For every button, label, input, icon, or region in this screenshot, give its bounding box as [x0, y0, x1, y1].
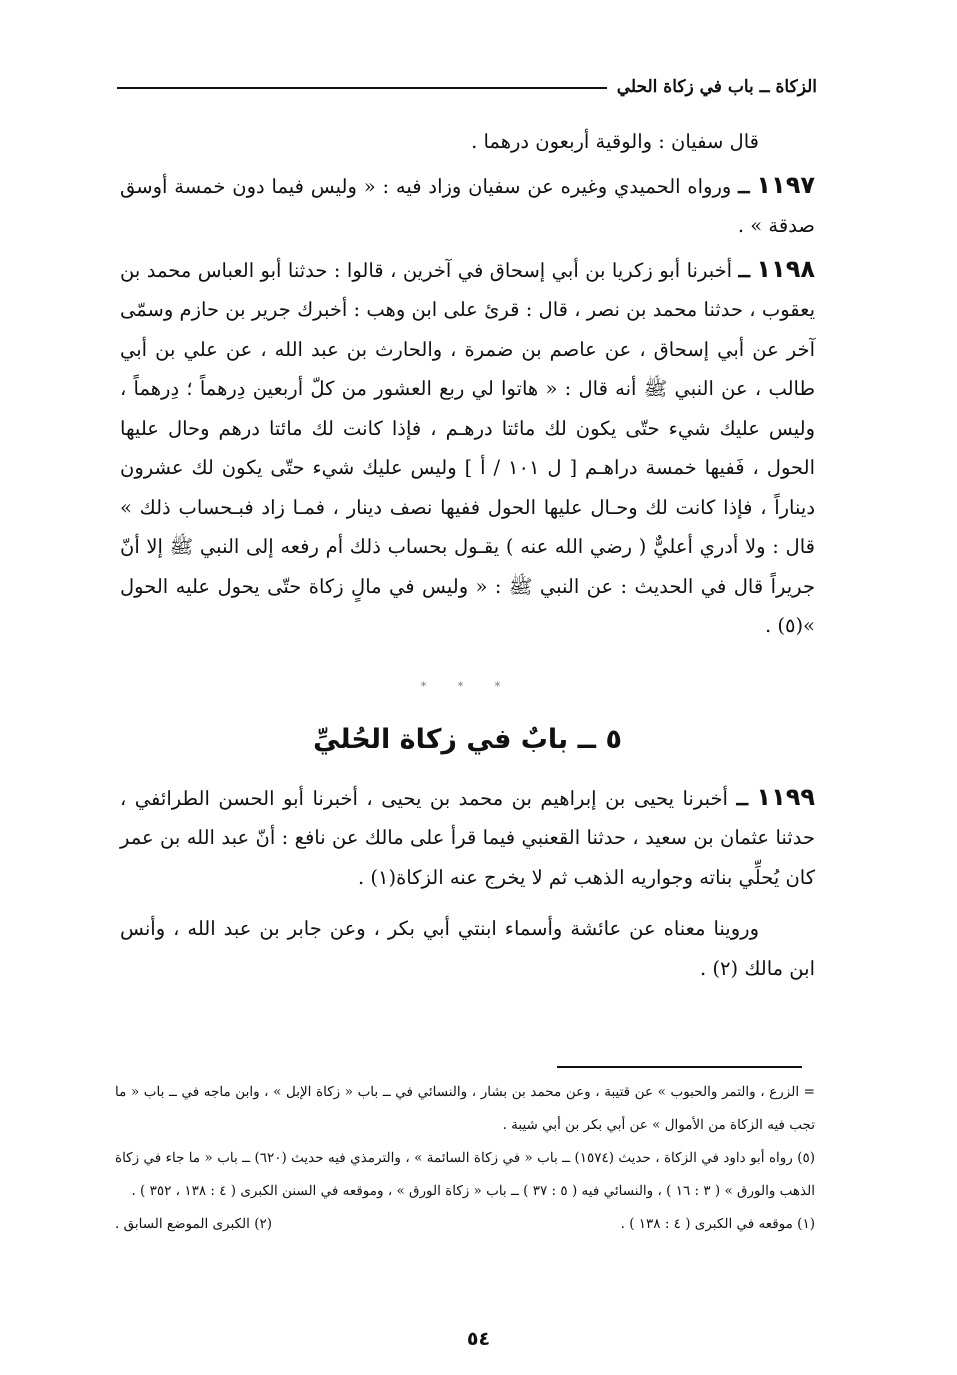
- footnote-5: (٥) رواه أبو داود في الزكاة ، حديث (١٥٧٤) ــ باب « في زكاة السائمة » ، والترمذي فيه حديث (٦٢٠) ــ باب « ما جاء في زكاة الذهب والورق » ( ٣ : ١٦ ) ، والنسائي فيه ( ٥ : ٣٧ ) ــ باب « زكاة الورق » ، وموقعه في السنن الكبرى ( ٤ : ١٣٨ ، ٣٥٢ ) .: [115, 1150, 816, 1199]
- footnote-continuation: = الزرع ، والتمر والحبوب » عن قتيبة ، وعن محمد بن بشار ، والنسائي في ــ باب « زكاة الإبل » ، وابن ماجه في ــ باب « ما تجب فيه الزكاة من الأموال » عن أبي بكر بن أبي شيبة .: [115, 1084, 815, 1133]
- hadith-1199: [120, 778, 815, 898]
- page-number: ٥٤: [466, 1328, 491, 1350]
- hadith-1198: [120, 250, 815, 646]
- hadith-dash: ــ: [736, 786, 748, 810]
- final-paragraph: وروينا معناه عن عائشة وأسماء ابنتي أبي بكر ، وعن جابر بن عبد الله ، وأنس ابن مالك (٢) .: [120, 917, 815, 980]
- section-separator: * * *: [420, 679, 515, 693]
- hadith-number: ١١٩٨: [756, 254, 815, 283]
- hadith-text: أخبرنا أبو زكريا بن أبي إسحاق في آخرين ، قالوا : حدثنا أبو العباس محمد بن يعقوب ، حدثنا محمد بن نصر ، قال : قرئ على ابن وهب : أخبرك جرير بن حازم وسمّى آخر عن أبي إسحاق ، عن عاصم بن ضمرة ، والحارث بن عبد الله ، عن علي بن أبي طالب ، عن النبي ﷺ أنه قال : « هاتوا لي ربع العشور من كلّ أربعين دِرهماً ؛ دِرهماً ، وليس عليك شيء حتّى يكون لك مائتا درهـم ، فإذا كانت لك مائتا درهم وحال عليها الحول ، فَفيها خمسة دراهـم [ ل ١٠١ / أ ] وليس عليك شيء حتّى يكون لك عشرون ديناراً ، فإذا كانت لك وحـال عليها الحول ففيها نصف دينار ، فمـا زاد فبـحساب ذلك » قال : ولا أدري أعليٌّ ( رضي الله عنه ) يقـول بحساب ذلك أم رفعه إلى النبي ﷺ إلا أنّ جريراً قال في الحديث : عن النبي ﷺ : « وليس في مالٍ زكاة حتّى يحول عليه الحول »(٥) .: [120, 258, 815, 637]
- hadith-dash: ــ: [738, 174, 750, 198]
- intro-line: قال سفيان : والوقية أربعون درهما .: [471, 130, 759, 153]
- footnote-2: (٢) الكبرى الموضع السابق .: [115, 1216, 273, 1232]
- footnote-row: [115, 1208, 815, 1241]
- hadith-text: أخبرنا يحيى بن إبراهيم بن محمد بن يحيى ، أخبرنا أبو الحسن الطرائفي ، حدثنا عثمان بن سعيد ، حدثنا القعنبي فيما قرأ على مالك عن نافع : أنّ عبد الله بن عمر كان يُحلِّي بناته وجواريه الذهب ثم لا يخرج عنه الزكاة(١) .: [120, 786, 816, 889]
- footnote-rule: [557, 1066, 802, 1068]
- hadith-1197: [120, 166, 815, 246]
- footnote-1: (١) موقعه في الكبرى ( ٤ : ١٣٨ ) .: [620, 1216, 815, 1232]
- hadith-number: ١١٩٧: [756, 170, 815, 199]
- hadith-number: ١١٩٩: [756, 782, 816, 811]
- chapter-heading: ٥ ــ بابٌ في زكاة الحُليِّ: [313, 723, 622, 755]
- hadith-text: ورواه الحميدي وغيره عن سفيان وزاد فيه : « وليس فيما دون خمسة أوسق صدقة » .: [120, 174, 815, 237]
- header-rule: [117, 87, 607, 89]
- hadith-dash: ــ: [738, 258, 750, 282]
- running-title: الزكاة ــ باب في زكاة الحلي: [616, 77, 817, 97]
- main-text: [120, 122, 815, 988]
- footnotes: [115, 1076, 815, 1241]
- running-header: [117, 72, 817, 102]
